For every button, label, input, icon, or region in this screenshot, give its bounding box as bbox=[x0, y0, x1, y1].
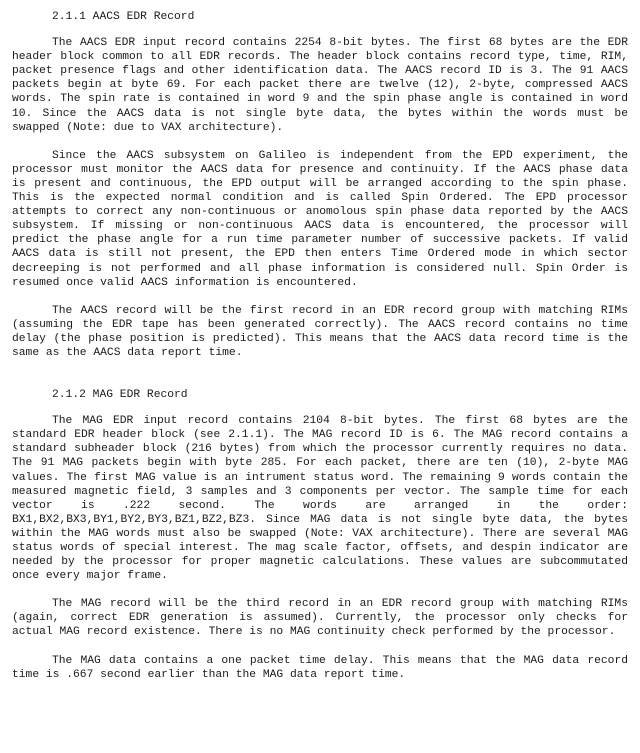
section-heading-mag: 2.1.2 MAG EDR Record bbox=[52, 389, 188, 402]
aacs-paragraph-1: The AACS EDR input record contains 2254 8-bit bytes. The first 68 bytes are the EDR header block common to all EDR records. The header block contains record type, time, RIM, packet presence flags and other identification data. The AACS record ID is 3. The 91 AACS packets begin at byte 69. For each packet there are twelve (12), 2-byte, compressed AACS words. The spin rate is contained in word 9 and the spin phase angle is contained in word 10. Since the AACS data is not single byte data, the bytes within the words must be swapped (Note: due to VAX architecture). bbox=[12, 37, 628, 134]
section-heading-aacs: 2.1.1 AACS EDR Record bbox=[52, 11, 195, 23]
aacs-paragraph-3: The AACS record will be the first record in an EDR record group with matching RIMs (assuming the EDR tape has been generated correctly). The AACS record contains no time delay (the phase position is predicted). This means that the AACS data record time is the same as the AACS data report time. bbox=[12, 304, 628, 359]
mag-paragraph-2: The MAG record will be the third record in an EDR record group with matching RIMs (again, correct EDR generation is assumed). Currently, the processor only checks for actual MAG record existence. There is no MAG continuity check performed by the processor. bbox=[12, 598, 628, 639]
aacs-paragraph-2: Since the AACS subsystem on Galileo is independent from the EPD experiment, the processor must monitor the AACS data for presence and continuity. If the AACS phase data is present and continuous, the EPD output will be arranged according to the spin phase. This is the expected normal condition and is called Spin Ordered. The EPD processor attempts to correct any non-continuous or anomolous spin phase data reported by the AACS subsystem. If missing or non-continuous AACS data is encountered, the processor will predict the phase angle for a run time parameter number of successive packets. If valid AACS data is still not present, the EPD then enters Time Ordered mode in which sector decreeping is not performed and all phase information is considered null. Spin Order is resumed once valid AACS information is encountered. bbox=[12, 149, 628, 289]
mag-paragraph-3: The MAG data contains a one packet time delay. This means that the MAG data record time is .667 second earlier than the MAG data report time. bbox=[12, 654, 628, 681]
mag-paragraph-1: The MAG EDR input record contains 2104 8-bit bytes. The first 68 bytes are the standard EDR header block (see 2.1.1). The MAG record ID is 6. The MAG record contains a standard subheader block (216 bytes) from which the processor currently requires no data. The 91 MAG packets begin with byte 285. For each packet, there are ten (10), 2-byte MAG values. The first MAG value is an intrument status word. The remaining 9 words contain the measured magnetic field, 3 samples and 3 components per vector. The sample time for each vector is .222 second. The words are arranged in the order: BX1,BX2,BX3,BY1,BY2,BY3,BZ1,BZ2,BZ3. Since MAG data is not single byte data, the bytes within the MAG words must also be swapped (Note: VAX architecture). There are several MAG status words of special interest. The mag scale factor, offsets, and despin indicator are needed by the processor for proper magnetic calculations. These values are subcommutated once every major frame. bbox=[12, 415, 628, 583]
